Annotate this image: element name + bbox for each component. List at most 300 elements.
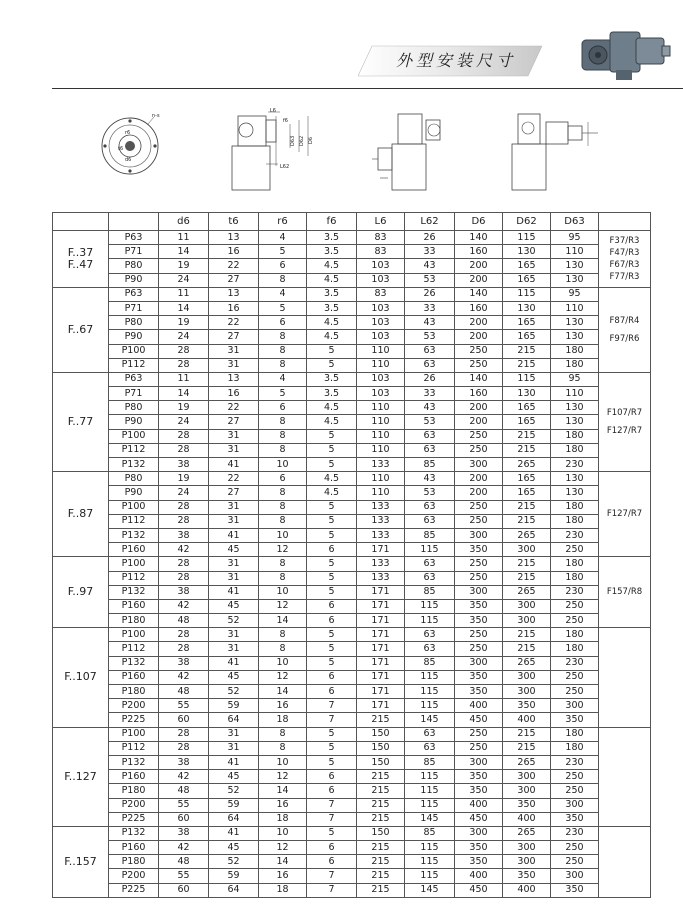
value-cell: 300	[455, 458, 503, 472]
value-cell: 300	[551, 869, 599, 883]
value-cell: 10	[259, 826, 307, 840]
value-cell: 14	[159, 245, 209, 259]
value-cell: 8	[259, 429, 307, 443]
value-cell: 145	[405, 812, 455, 826]
value-cell: 59	[209, 869, 259, 883]
value-cell: 130	[503, 301, 551, 315]
value-cell: 133	[357, 514, 405, 528]
value-cell: 300	[503, 670, 551, 684]
motor-size-cell: P225	[109, 812, 159, 826]
value-cell: 265	[503, 755, 551, 769]
value-cell: 230	[551, 826, 599, 840]
value-cell: 265	[503, 458, 551, 472]
value-cell: 5	[307, 429, 357, 443]
value-cell: 60	[159, 812, 209, 826]
value-cell: 200	[455, 330, 503, 344]
series-cell: F..67	[53, 287, 109, 372]
value-cell: 5	[259, 387, 307, 401]
value-cell: 250	[455, 741, 503, 755]
motor-size-cell: P160	[109, 770, 159, 784]
value-cell: 8	[259, 358, 307, 372]
value-cell: 27	[209, 330, 259, 344]
table-body	[53, 231, 651, 898]
value-cell: 43	[405, 316, 455, 330]
value-cell: 31	[209, 429, 259, 443]
value-cell: 85	[405, 755, 455, 769]
value-cell: 14	[259, 685, 307, 699]
value-cell: 250	[551, 543, 599, 557]
value-cell: 7	[307, 883, 357, 897]
value-cell: 4.5	[307, 472, 357, 486]
value-cell: 6	[259, 316, 307, 330]
table-row	[53, 358, 651, 372]
value-cell: 28	[159, 727, 209, 741]
table-row	[53, 741, 651, 755]
value-cell: 27	[209, 273, 259, 287]
table-row	[53, 770, 651, 784]
value-cell: 110	[357, 401, 405, 415]
table-row	[53, 656, 651, 670]
value-cell: 115	[405, 599, 455, 613]
flange-label-t6: t6	[118, 146, 124, 152]
value-cell: 8	[259, 741, 307, 755]
value-cell: 8	[259, 330, 307, 344]
value-cell: 150	[357, 755, 405, 769]
value-cell: 250	[455, 628, 503, 642]
motor-size-cell: P225	[109, 713, 159, 727]
motor-size-cell: P100	[109, 344, 159, 358]
value-cell: 43	[405, 472, 455, 486]
value-cell: 300	[503, 841, 551, 855]
value-cell: 215	[357, 869, 405, 883]
value-cell: 110	[551, 301, 599, 315]
value-cell: 19	[159, 259, 209, 273]
value-cell: 180	[551, 628, 599, 642]
motor-size-cell: P200	[109, 869, 159, 883]
value-cell: 42	[159, 841, 209, 855]
page-title: 外型安装尺寸	[395, 51, 516, 70]
mount-label: F87/R4	[609, 315, 640, 326]
column-header: f6	[307, 213, 357, 231]
column-header: r6	[259, 213, 307, 231]
value-cell: 171	[357, 628, 405, 642]
value-cell: 110	[357, 344, 405, 358]
value-cell: 150	[357, 727, 405, 741]
value-cell: 140	[455, 372, 503, 386]
value-cell: 5	[307, 571, 357, 585]
value-cell: 115	[405, 855, 455, 869]
value-cell: 63	[405, 628, 455, 642]
value-cell: 130	[551, 330, 599, 344]
motor-size-cell: P180	[109, 855, 159, 869]
mount-label: F47/R3	[609, 247, 640, 258]
value-cell: 8	[259, 273, 307, 287]
motor-size-cell: P112	[109, 741, 159, 755]
value-cell: 165	[503, 486, 551, 500]
value-cell: 5	[307, 656, 357, 670]
value-cell: 42	[159, 770, 209, 784]
value-cell: 350	[455, 685, 503, 699]
value-cell: 103	[357, 259, 405, 273]
table-row	[53, 883, 651, 897]
value-cell: 8	[259, 443, 307, 457]
value-cell: 180	[551, 727, 599, 741]
mount-cell	[599, 727, 651, 826]
value-cell: 103	[357, 273, 405, 287]
value-cell: 215	[503, 557, 551, 571]
value-cell: 5	[307, 557, 357, 571]
value-cell: 95	[551, 231, 599, 245]
table-row	[53, 685, 651, 699]
value-cell: 8	[259, 557, 307, 571]
value-cell: 4	[259, 287, 307, 301]
value-cell: 28	[159, 514, 209, 528]
value-cell: 48	[159, 784, 209, 798]
motor-size-cell: P100	[109, 628, 159, 642]
mount-view-drawing-a	[370, 108, 454, 196]
table-row	[53, 628, 651, 642]
value-cell: 265	[503, 528, 551, 542]
value-cell: 95	[551, 287, 599, 301]
value-cell: 10	[259, 656, 307, 670]
value-cell: 215	[503, 344, 551, 358]
value-cell: 4.5	[307, 415, 357, 429]
value-cell: 33	[405, 301, 455, 315]
value-cell: 180	[551, 642, 599, 656]
value-cell: 110	[551, 245, 599, 259]
value-cell: 53	[405, 273, 455, 287]
value-cell: 215	[503, 628, 551, 642]
value-cell: 22	[209, 259, 259, 273]
value-cell: 31	[209, 642, 259, 656]
value-cell: 200	[455, 259, 503, 273]
value-cell: 31	[209, 727, 259, 741]
table-row	[53, 287, 651, 301]
value-cell: 215	[357, 784, 405, 798]
value-cell: 28	[159, 344, 209, 358]
value-cell: 28	[159, 571, 209, 585]
motor-size-cell: P112	[109, 443, 159, 457]
mount-cell	[599, 372, 651, 471]
column-header	[53, 213, 109, 231]
table-row	[53, 841, 651, 855]
value-cell: 12	[259, 599, 307, 613]
value-cell: 24	[159, 273, 209, 287]
value-cell: 350	[455, 543, 503, 557]
value-cell: 150	[357, 826, 405, 840]
side-label-d62: D62	[299, 135, 305, 146]
value-cell: 103	[357, 372, 405, 386]
motor-size-cell: P112	[109, 642, 159, 656]
value-cell: 3.5	[307, 231, 357, 245]
value-cell: 160	[455, 301, 503, 315]
value-cell: 200	[455, 415, 503, 429]
value-cell: 26	[405, 231, 455, 245]
value-cell: 180	[551, 557, 599, 571]
value-cell: 250	[551, 855, 599, 869]
value-cell: 28	[159, 741, 209, 755]
value-cell: 250	[455, 557, 503, 571]
table-row	[53, 231, 651, 245]
value-cell: 215	[357, 812, 405, 826]
table-row	[53, 415, 651, 429]
value-cell: 7	[307, 699, 357, 713]
value-cell: 350	[551, 883, 599, 897]
value-cell: 95	[551, 372, 599, 386]
value-cell: 63	[405, 429, 455, 443]
value-cell: 300	[455, 826, 503, 840]
value-cell: 3.5	[307, 301, 357, 315]
mount-cell	[599, 557, 651, 628]
value-cell: 10	[259, 528, 307, 542]
value-cell: 160	[455, 245, 503, 259]
side-label-l6: L6	[270, 108, 276, 114]
gear-reducer-image	[576, 22, 672, 86]
value-cell: 28	[159, 443, 209, 457]
table-header-row	[53, 213, 651, 231]
table-row	[53, 486, 651, 500]
column-header: t6	[209, 213, 259, 231]
motor-size-cell: P180	[109, 614, 159, 628]
table-row	[53, 614, 651, 628]
motor-size-cell: P132	[109, 656, 159, 670]
value-cell: 130	[503, 387, 551, 401]
value-cell: 14	[259, 855, 307, 869]
value-cell: 350	[503, 869, 551, 883]
value-cell: 145	[405, 713, 455, 727]
value-cell: 24	[159, 415, 209, 429]
value-cell: 400	[503, 713, 551, 727]
value-cell: 45	[209, 599, 259, 613]
value-cell: 115	[503, 287, 551, 301]
value-cell: 215	[503, 642, 551, 656]
value-cell: 110	[551, 387, 599, 401]
value-cell: 28	[159, 628, 209, 642]
motor-size-cell: P160	[109, 841, 159, 855]
value-cell: 31	[209, 571, 259, 585]
value-cell: 18	[259, 883, 307, 897]
value-cell: 19	[159, 472, 209, 486]
table-row	[53, 798, 651, 812]
value-cell: 11	[159, 372, 209, 386]
value-cell: 6	[259, 472, 307, 486]
value-cell: 13	[209, 231, 259, 245]
mount-cell	[599, 628, 651, 727]
value-cell: 19	[159, 401, 209, 415]
value-cell: 22	[209, 401, 259, 415]
value-cell: 350	[455, 841, 503, 855]
value-cell: 13	[209, 287, 259, 301]
value-cell: 8	[259, 500, 307, 514]
value-cell: 180	[551, 358, 599, 372]
value-cell: 215	[357, 841, 405, 855]
value-cell: 5	[259, 245, 307, 259]
value-cell: 5	[307, 741, 357, 755]
value-cell: 48	[159, 685, 209, 699]
motor-size-cell: P200	[109, 699, 159, 713]
header-divider	[52, 88, 683, 89]
value-cell: 350	[455, 670, 503, 684]
value-cell: 31	[209, 741, 259, 755]
value-cell: 22	[209, 472, 259, 486]
column-header: L6	[357, 213, 405, 231]
value-cell: 215	[503, 500, 551, 514]
value-cell: 250	[455, 727, 503, 741]
table-row	[53, 401, 651, 415]
motor-size-cell: P90	[109, 273, 159, 287]
value-cell: 133	[357, 500, 405, 514]
value-cell: 250	[551, 841, 599, 855]
value-cell: 215	[503, 429, 551, 443]
dimension-table	[52, 212, 651, 898]
value-cell: 38	[159, 826, 209, 840]
value-cell: 42	[159, 543, 209, 557]
value-cell: 180	[551, 571, 599, 585]
table-row	[53, 429, 651, 443]
value-cell: 5	[307, 528, 357, 542]
column-header: D6	[455, 213, 503, 231]
value-cell: 5	[307, 826, 357, 840]
value-cell: 85	[405, 656, 455, 670]
value-cell: 3.5	[307, 387, 357, 401]
value-cell: 400	[455, 798, 503, 812]
value-cell: 350	[455, 855, 503, 869]
value-cell: 5	[307, 755, 357, 769]
value-cell: 63	[405, 727, 455, 741]
value-cell: 165	[503, 415, 551, 429]
side-label-l62: L62	[280, 164, 290, 170]
value-cell: 16	[209, 387, 259, 401]
page-header	[0, 0, 683, 92]
value-cell: 400	[503, 883, 551, 897]
mount-cell	[599, 826, 651, 897]
table-row	[53, 387, 651, 401]
value-cell: 165	[503, 401, 551, 415]
value-cell: 103	[357, 316, 405, 330]
table-row	[53, 599, 651, 613]
value-cell: 38	[159, 458, 209, 472]
mount-label: F37/R3	[609, 235, 640, 246]
value-cell: 5	[307, 585, 357, 599]
motor-size-cell: P225	[109, 883, 159, 897]
value-cell: 41	[209, 585, 259, 599]
value-cell: 85	[405, 826, 455, 840]
value-cell: 265	[503, 585, 551, 599]
value-cell: 250	[455, 344, 503, 358]
value-cell: 10	[259, 585, 307, 599]
mount-label: F77/R3	[609, 271, 640, 282]
motor-size-cell: P132	[109, 458, 159, 472]
value-cell: 41	[209, 458, 259, 472]
motor-size-cell: P112	[109, 358, 159, 372]
motor-size-cell: P71	[109, 301, 159, 315]
value-cell: 180	[551, 429, 599, 443]
value-cell: 110	[357, 429, 405, 443]
value-cell: 11	[159, 231, 209, 245]
value-cell: 53	[405, 486, 455, 500]
value-cell: 8	[259, 642, 307, 656]
table-row	[53, 784, 651, 798]
value-cell: 103	[357, 387, 405, 401]
value-cell: 33	[405, 387, 455, 401]
value-cell: 8	[259, 344, 307, 358]
value-cell: 140	[455, 231, 503, 245]
value-cell: 300	[503, 685, 551, 699]
motor-size-cell: P100	[109, 727, 159, 741]
value-cell: 5	[307, 443, 357, 457]
value-cell: 115	[405, 798, 455, 812]
value-cell: 4.5	[307, 486, 357, 500]
side-label-d6: D6	[308, 136, 314, 144]
value-cell: 5	[259, 301, 307, 315]
value-cell: 6	[259, 401, 307, 415]
value-cell: 230	[551, 585, 599, 599]
series-cell: F..87	[53, 472, 109, 557]
motor-size-cell: P132	[109, 826, 159, 840]
value-cell: 200	[455, 316, 503, 330]
flange-label-ns: n-s	[152, 113, 160, 119]
value-cell: 43	[405, 401, 455, 415]
value-cell: 4.5	[307, 273, 357, 287]
value-cell: 180	[551, 344, 599, 358]
mount-cell	[599, 472, 651, 557]
mount-cell	[599, 287, 651, 372]
flange-label-d6: d6	[125, 157, 132, 163]
value-cell: 230	[551, 458, 599, 472]
value-cell: 31	[209, 557, 259, 571]
value-cell: 171	[357, 685, 405, 699]
value-cell: 41	[209, 755, 259, 769]
value-cell: 3.5	[307, 287, 357, 301]
value-cell: 300	[503, 543, 551, 557]
value-cell: 85	[405, 528, 455, 542]
table-row	[53, 557, 651, 571]
motor-size-cell: P112	[109, 571, 159, 585]
value-cell: 115	[405, 699, 455, 713]
value-cell: 63	[405, 514, 455, 528]
value-cell: 171	[357, 670, 405, 684]
motor-size-cell: P80	[109, 259, 159, 273]
table-row	[53, 273, 651, 287]
value-cell: 400	[503, 812, 551, 826]
value-cell: 300	[455, 585, 503, 599]
value-cell: 4.5	[307, 401, 357, 415]
value-cell: 4.5	[307, 316, 357, 330]
value-cell: 133	[357, 528, 405, 542]
value-cell: 250	[551, 685, 599, 699]
table-row	[53, 301, 651, 315]
value-cell: 6	[307, 685, 357, 699]
value-cell: 11	[159, 287, 209, 301]
value-cell: 6	[307, 770, 357, 784]
value-cell: 55	[159, 869, 209, 883]
value-cell: 27	[209, 486, 259, 500]
table-row	[53, 528, 651, 542]
motor-size-cell: P100	[109, 557, 159, 571]
value-cell: 48	[159, 614, 209, 628]
value-cell: 115	[503, 372, 551, 386]
value-cell: 83	[357, 245, 405, 259]
value-cell: 60	[159, 883, 209, 897]
value-cell: 28	[159, 642, 209, 656]
value-cell: 133	[357, 557, 405, 571]
value-cell: 42	[159, 670, 209, 684]
table-row	[53, 500, 651, 514]
value-cell: 350	[455, 614, 503, 628]
value-cell: 180	[551, 500, 599, 514]
table-row	[53, 727, 651, 741]
value-cell: 38	[159, 656, 209, 670]
